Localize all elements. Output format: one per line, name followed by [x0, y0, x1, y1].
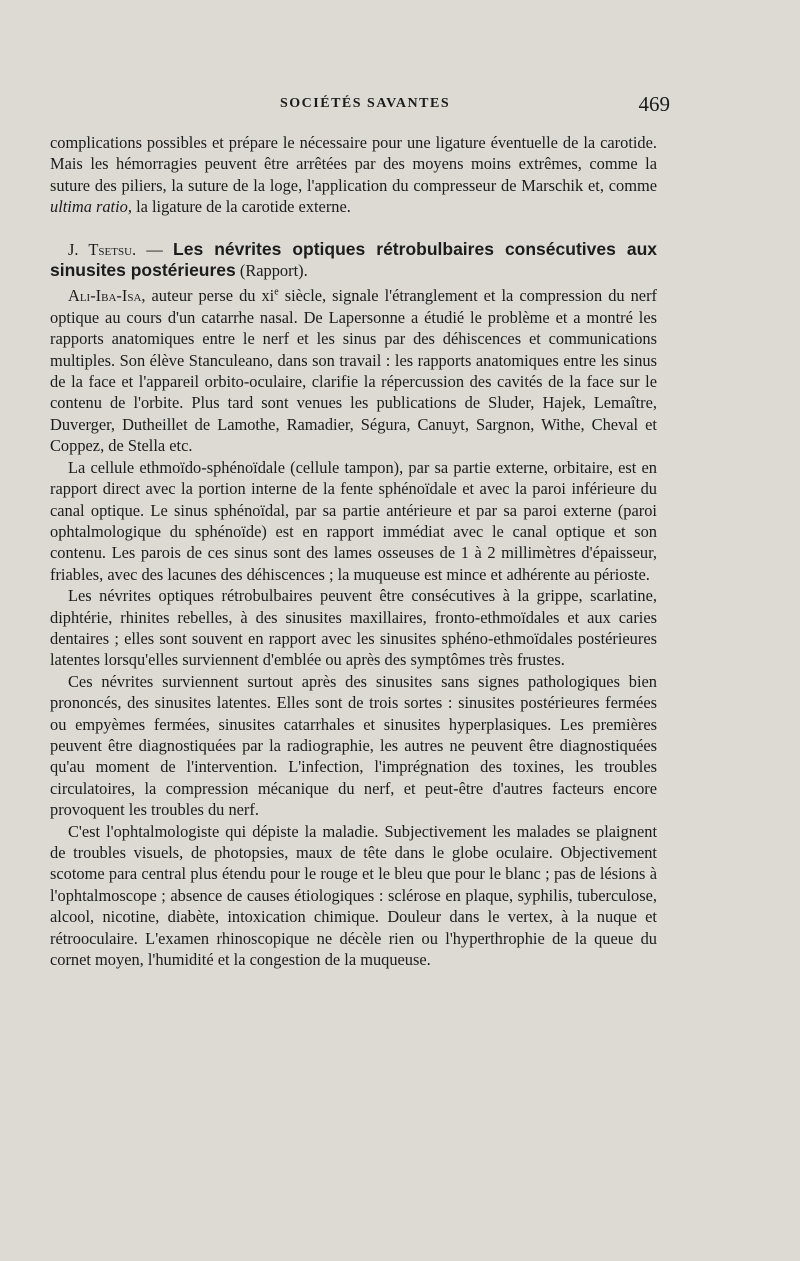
paragraph-text: , auteur perse du xi [141, 286, 275, 306]
article-body [50, 132, 657, 970]
cited-author: Ali-Iba-Isa [68, 286, 142, 306]
italic-phrase: ultima ratio [50, 197, 128, 217]
running-head [50, 94, 670, 118]
running-title: SOCIÉTÉS SAVANTES [280, 96, 451, 111]
paragraph-text: complications possibles et prépare le nécessaire pour une ligature éventuelle de la carotide. Mais les hémorragies peuvent être arrêtées par des moyens moins extrêmes, comme la suture des piliers, la suture de la loge, l'application du compresseur de Marschik et, comme [50, 133, 657, 195]
paragraph-text: , la ligature de la carotide externe. [127, 197, 351, 217]
heading-title: Les névrites optiques rétrobulbaires consécutives aux sinusites postérieures [50, 238, 657, 281]
paragraph: C'est l'ophtalmologiste qui dépiste la maladie. Subjectivement les malades se plaignent de troubles visuels, de photopsies, maux de tête dans le globe oculaire. Objectivement scotome para central plus étendu pour le rouge et le bleu que pour le blanc ; pas de lésions à l'ophtalmoscope ; absence de causes étiologiques : sclérose en plaque, syphilis, tuberculose, alcool, nicotine, diabète, intoxication chimique. Douleur dans le vertex, à la nuque et rétrooculaire. L'examen rhinoscopique ne décèle rien ou l'hyperthrophie de la queue du cornet moyen, l'humidité et la congestion de la muqueuse. [50, 821, 657, 970]
paragraph-continued [50, 132, 657, 218]
paragraph: La cellule ethmoïdo-sphénoïdale (cellule tampon), par sa partie externe, orbitaire, est en rapport direct avec la portion interne de la fente sphénoïdale et avec la paroi inférieure du canal optique. Le sinus sphénoïdal, par sa partie antérieure et par sa paroi externe (paroi ophtalmologique du sphénoïde) est en rapport immédiat avec le canal optique et son contenu. Les parois de ces sinus sont des lames osseuses de 1 à 2 millimètres d'épaisseur, friables, avec des lacunes des déhiscences ; la muqueuse est mince et adhérente au périoste. [50, 457, 657, 584]
page-number: 469 [638, 92, 670, 116]
heading-tag: (Rapport). [235, 261, 308, 281]
heading-dash: — [136, 239, 174, 259]
paragraph: Ces névrites surviennent surtout après des sinusites sans signes pathologiques bien prononcés, des sinusites latentes. Elles sont de trois sortes : sinusites postérieures fermées ou empyèmes fermées, sinusites catarrhales et sinusites hyperplasiques. Les premières peuvent être diagnostiquées par la radiographie, les autres ne peuvent être diagnostiquées qu'au moment de l'intervention. L'infection, l'imprégnation des toxines, les troubles circulatoires, la compression mécanique du nerf, et peut-être d'autres facteurs encore provoquent les troubles du nerf. [50, 671, 657, 820]
spacer [50, 218, 657, 239]
paragraph-text: siècle, signale l'étranglement et la compression du nerf optique au cours d'un catarrhe nasal. De Lapersonne a étudié le problème et a montré les rapports anatomiques entre le nerf et les sinus par des déhiscences et communications multiples. Son élève Stanculeano, dans son travail : les rapports anatomiques entre les sinus de la face et l'appareil orbito-oculaire, clarifie la répercussion des cavités de la face sur le contenu de l'orbite. Plus tard sont venues les publications de Sluder, Hajek, Lemaître, Duverger, Dutheillet de Lamothe, Ramadier, Ségura, Canuyt, Sargnon, Withe, Cheval et Coppez, de Stella etc. [50, 286, 657, 456]
paragraph [50, 285, 657, 456]
article-heading [50, 239, 657, 282]
superscript: e [274, 286, 279, 298]
paragraph: Les névrites optiques rétrobulbaires peuvent être consécutives à la grippe, scarlatine, diphtérie, rhinites rebelles, à des sinusites maxillaires, fronto-ethmoïdales et aux caries dentaires ; elles sont souvent en rapport avec les sinusites sphéno-ethmoïdales postérieures latentes lorsqu'elles surviennent d'emblée ou après des symptômes très frustes. [50, 586, 657, 670]
heading-author: J. Tsetsu. [68, 239, 137, 259]
